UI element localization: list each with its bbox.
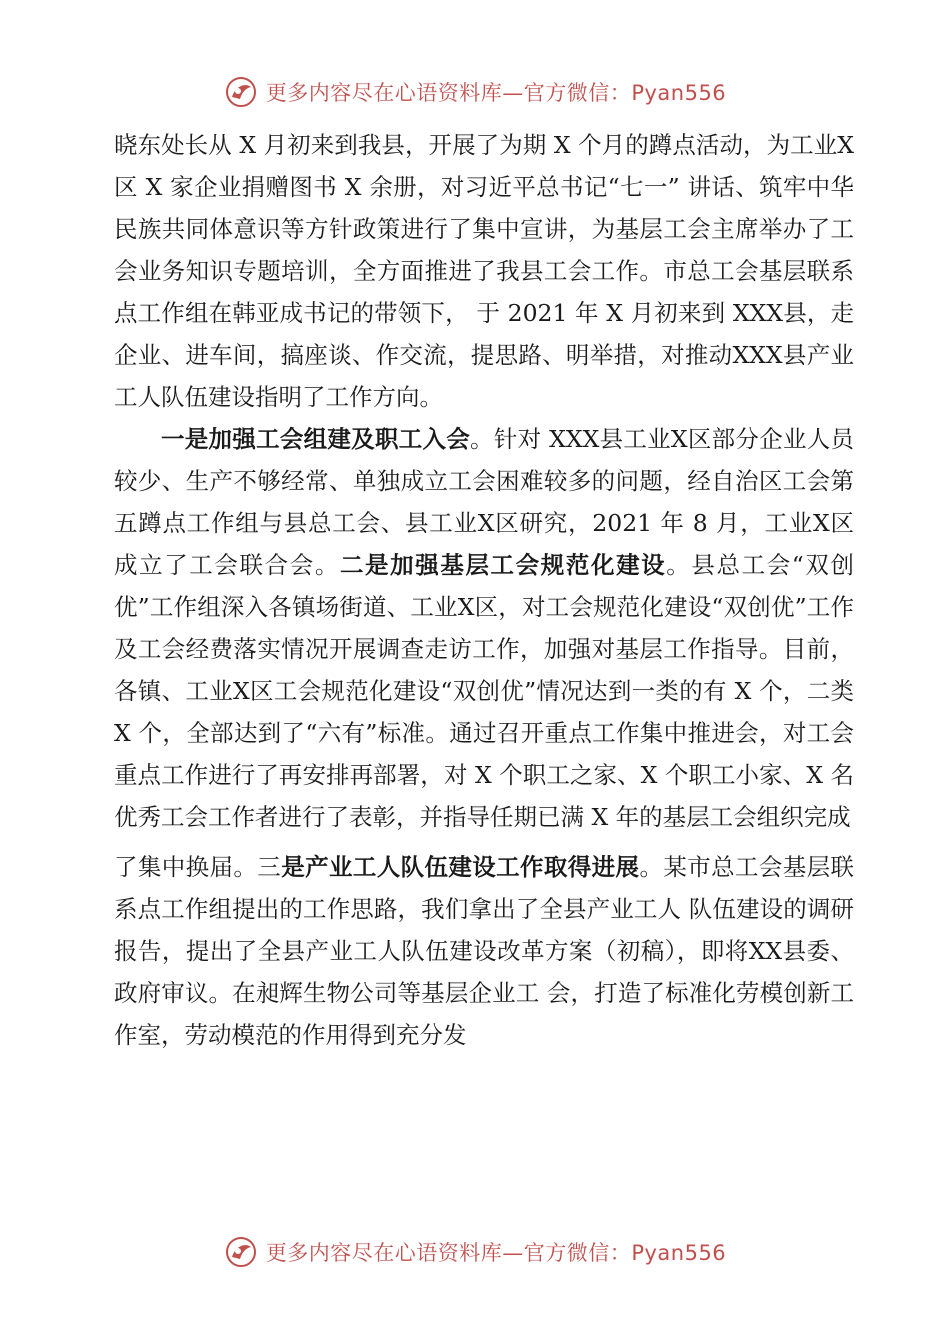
watermark-text [266, 1237, 726, 1267]
header-watermark [0, 72, 950, 112]
footer-watermark [0, 1232, 950, 1272]
document-body [114, 124, 854, 1056]
paragraph-2 [114, 418, 854, 838]
heading-1: 一是加强工会组建及职工入会 [161, 425, 471, 453]
watermark-label: 更多内容尽在心语资料库—官方微信： [265, 81, 632, 105]
watermark-text [266, 77, 726, 107]
brand-logo-icon [224, 1235, 258, 1269]
heading-2: 二是加强基层工会规范化建设 [339, 551, 667, 579]
heading-3: 是产业工人队伍建设工作取得进展 [281, 853, 640, 881]
paragraph-3-text-2: 。某市总工会基层联系点工作组提出的工作思路，我们拿出了全县产业工人 队伍建设的调研报告，提出了全县产业工人队伍建设改革方案（初稿），即将XX县委、政府审议。在昶辉生物公司等基层企业工 会，打造了标准化劳模创新工作室，劳动模范的作用得到充分发 [114, 853, 855, 1049]
brand-logo-icon [224, 75, 258, 109]
paragraph-3-text-1: 了集中换届。三 [114, 853, 282, 881]
watermark-handle: Pyan556 [631, 1241, 727, 1265]
paragraph-2-text-2: 。县总工会“双创优”工作组深入各镇场街道、工业X区，对工会规范化建设“双创优”工作及工会经费落实情况开展调查走访工作，加强对基层工作指导。目前，各镇、工业X区工会规范化建设“双创优”情况达到一类的有 X 个，二类 X 个，全部达到了“六有”标准。通过召开重点工作集中推进会，对工会重点工作进行了再安排再部署，对 X 个职工之家、X 个职工小家、X 名优秀工会工作者进行了表彰，并指导任期已满 X 年的基层工会组织完成 [114, 551, 855, 831]
watermark-handle: Pyan556 [631, 81, 727, 105]
paragraph-2-text-1: 。针对 XXX县工业X区部分企业人员较少、生产不够经常、单独成立工会困难较多的问题，经自治区工会第五蹲点工作组与县总工会、县工业X区研究，2021 年 8 月，工业X区成立了工会联合会。 [114, 425, 855, 579]
paragraph-1: 晓东处长从 X 月初来到我县，开展了为期 X 个月的蹲点活动，为工业X区 X 家企业捐赠图书 X 余册，对习近平总书记“七一” 讲话、筑牢中华民族共同体意识等方针政策进行了集中宣讲，为基层工会主席举办了工会业务知识专题培训，全方面推进了我县工会工作。市总工会基层联系点工作组在韩亚成书记的带领下， 于 2021 年 X 月初来到 XXX县，走企业、进车间，搞座谈、作交流，提思路、明举措，对推动XXX县产业工人队伍建设指明了工作方向。 [114, 131, 854, 411]
paragraph-3 [114, 846, 854, 1056]
watermark-label: 更多内容尽在心语资料库—官方微信： [265, 1241, 632, 1265]
